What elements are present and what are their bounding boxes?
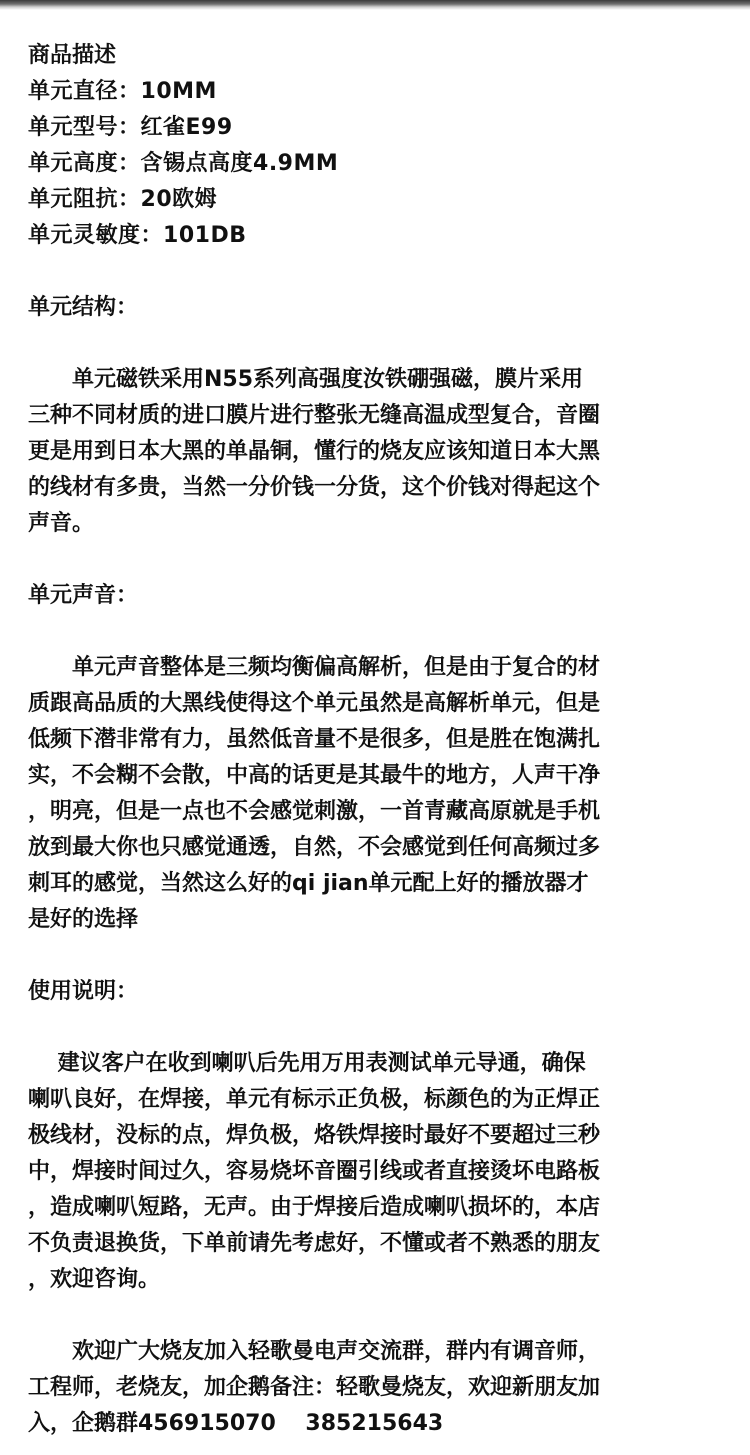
- paragraph-line: 三种不同材质的进口膜片进行整张无缝高温成型复合，音圈: [28, 403, 601, 428]
- paragraph-line: 低频下潜非常有力，虽然低音量不是很多，但是胜在饱满扎: [28, 727, 601, 752]
- spec-label: 单元高度：: [28, 151, 141, 176]
- spec-line-model: [28, 110, 722, 146]
- spec-value: 10MM: [140, 79, 217, 104]
- paragraph-line: 不负责退换货，下单前请先考虑好，不懂或者不熟悉的朋友: [28, 1231, 601, 1256]
- paragraph-line: 的线材有多贵，当然一分价钱一分货，这个价钱对得起这个: [28, 475, 601, 500]
- spec-line-height: [28, 146, 722, 182]
- paragraph-line: 中，焊接时间过久，容易烧坏音圈引线或者直接烫坏电路板: [28, 1159, 601, 1184]
- paragraph-line: ，欢迎咨询。: [28, 1267, 161, 1292]
- spec-label: 单元灵敏度：: [28, 223, 164, 248]
- paragraph-line: 欢迎广大烧友加入轻歌曼电声交流群，群内有调音师，: [28, 1339, 601, 1364]
- paragraph-line: 是好的选择: [28, 907, 139, 932]
- spec-line-diameter: [28, 74, 722, 110]
- paragraph-line: 极线材，没标的点，焊负极，烙铁焊接时最好不要超过三秒: [28, 1123, 601, 1148]
- spec-value: 红雀E99: [140, 115, 233, 140]
- paragraph-line: 刺耳的感觉，当然这么好的qi jian单元配上好的播放器才: [28, 871, 589, 896]
- welcome-paragraph: [28, 1334, 722, 1442]
- paragraph-line: 喇叭良好，在焊接，单元有标示正负极，标颜色的为正焊正: [28, 1087, 601, 1112]
- spec-value: 101DB: [163, 223, 247, 248]
- paragraph-line: 质跟高品质的大黑线使得这个单元虽然是高解析单元，但是: [28, 691, 601, 716]
- paragraph-line: 实，不会糊不会散，中高的话更是其最牛的地方，人声干净: [28, 763, 601, 788]
- spec-line-impedance: [28, 182, 722, 218]
- structure-paragraph: [28, 362, 722, 542]
- spec-value: 20欧姆: [140, 187, 218, 212]
- paragraph-line: ，造成喇叭短路，无声。由于焊接后造成喇叭损坏的，本店: [28, 1195, 601, 1220]
- sound-paragraph: [28, 650, 722, 938]
- usage-paragraph: [28, 1046, 722, 1298]
- structure-title: 单元结构：: [28, 295, 139, 320]
- paragraph-line: 单元声音整体是三频均衡偏高解析，但是由于复合的材: [28, 655, 601, 680]
- product-description: [28, 38, 722, 1442]
- description-title: 商品描述: [28, 43, 117, 68]
- usage-title: 使用说明：: [28, 979, 139, 1004]
- spec-label: 单元型号：: [28, 115, 141, 140]
- spec-label: 单元直径：: [28, 79, 141, 104]
- spec-value: 含锡点高度4.9MM: [140, 151, 339, 176]
- top-edge-border: [0, 0, 750, 10]
- sound-title: 单元声音：: [28, 583, 139, 608]
- paragraph-line: 放到最大你也只感觉通透，自然，不会感觉到任何高频过多: [28, 835, 601, 860]
- spec-line-sensitivity: [28, 218, 722, 254]
- paragraph-line: 工程师，老烧友，加企鹅备注：轻歌曼烧友，欢迎新朋友加: [28, 1375, 601, 1400]
- paragraph-line: 建议客户在收到喇叭后先用万用表测试单元导通，确保: [28, 1051, 586, 1076]
- paragraph-line: 更是用到日本大黑的单晶铜，懂行的烧友应该知道日本大黑: [28, 439, 601, 464]
- paragraph-line: 单元磁铁采用N55系列高强度汝铁硼强磁，膜片采用: [28, 367, 584, 392]
- paragraph-line: 入，企鹅群456915070 385215643: [28, 1411, 444, 1436]
- paragraph-line: ，明亮，但是一点也不会感觉刺激，一首青藏高原就是手机: [28, 799, 601, 824]
- paragraph-line: 声音。: [28, 511, 95, 536]
- spec-label: 单元阻抗：: [28, 187, 141, 212]
